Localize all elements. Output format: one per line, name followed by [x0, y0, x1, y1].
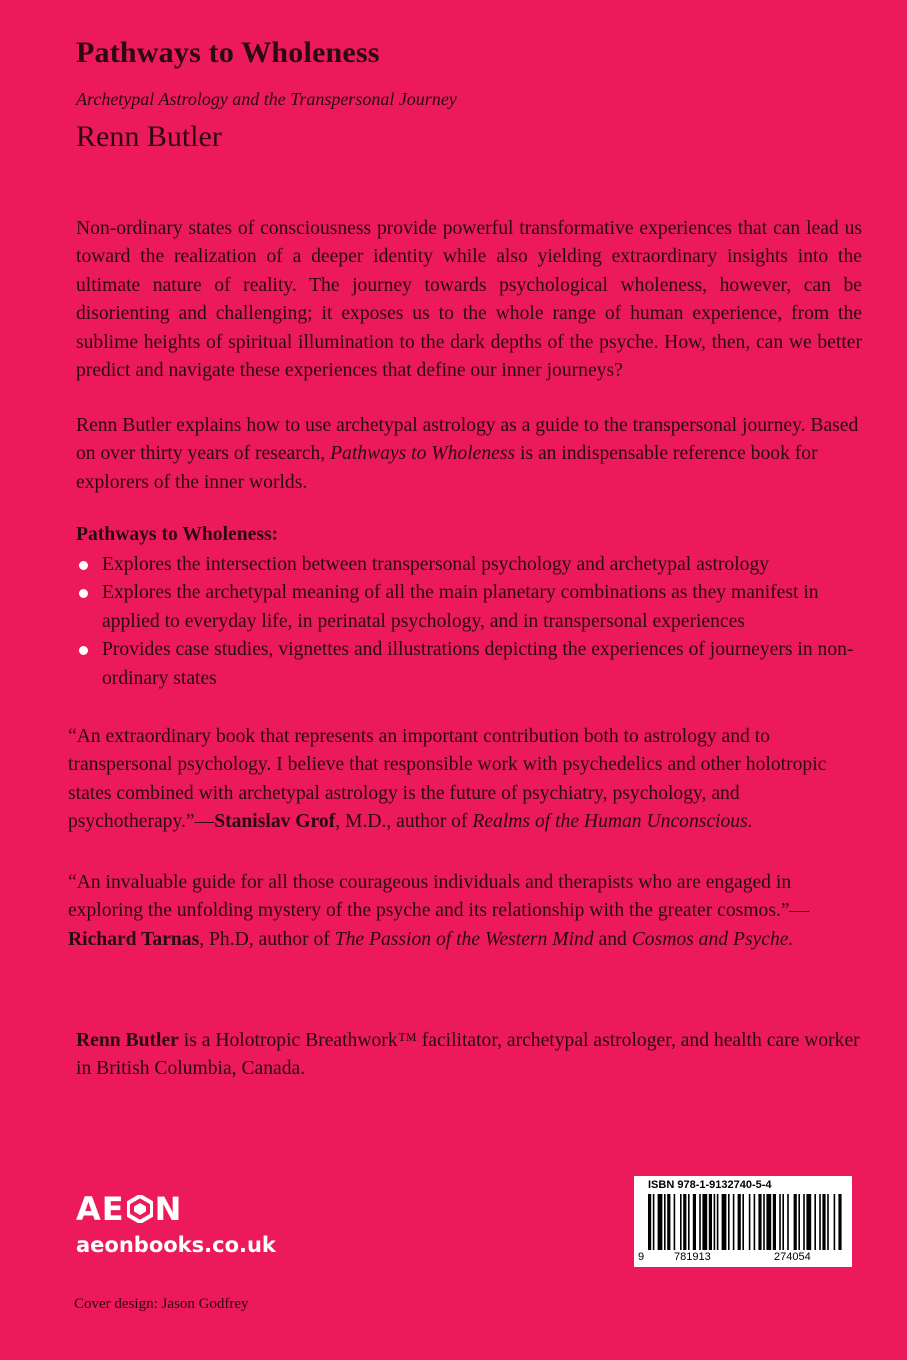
- barcode-bars: [634, 1192, 852, 1254]
- barcode-bar: [674, 1194, 676, 1250]
- isbn-barcode: [634, 1176, 852, 1267]
- hexagon-logo-icon: [127, 1195, 153, 1223]
- barcode-digit-first: 9: [638, 1251, 645, 1263]
- list-item: Explores the archetypal meaning of all the main planetary combinations as they manifest in applied to everyday life, in perinatal psychology, and in transpersonal experiences: [76, 579, 866, 636]
- features-heading: Pathways to Wholeness:: [76, 524, 279, 545]
- bullet-icon: [79, 589, 88, 598]
- barcode-bar: [798, 1194, 800, 1250]
- barcode-bar: [787, 1194, 789, 1250]
- cover-credit: Cover design: Jason Godfrey: [74, 1296, 249, 1312]
- barcode-bar: [819, 1194, 821, 1250]
- barcode-bar: [709, 1194, 712, 1250]
- barcode-bar: [806, 1194, 811, 1250]
- book-subtitle: Archetypal Astrology and the Transpersonal Journey: [76, 89, 457, 109]
- barcode-bar: [838, 1194, 841, 1250]
- barcode-bar: [728, 1194, 730, 1250]
- barcode-bar: [827, 1194, 829, 1250]
- barcode-digits-left: 781913: [674, 1251, 711, 1263]
- barcode-bar: [766, 1194, 771, 1250]
- barcode-digits-right: 274054: [774, 1251, 811, 1263]
- barcode-bar: [758, 1194, 761, 1250]
- list-item: Provides case studies, vignettes and illustrations depicting the experiences of journeyers in non-ordinary states: [76, 636, 866, 693]
- barcode-bar: [803, 1194, 805, 1250]
- endorser-work-2: Cosmos and Psyche.: [631, 928, 794, 950]
- endorsement-tarnas: “An invaluable guide for all those courageous individuals and therapists who are engaged in exploring the unfolding mystery of the psyche and its relationship with the greater cosmos.”—Richard Tarnas, Ph.D, author of The Passion of the Western Mind and Cosmos and Psyche.: [68, 872, 810, 950]
- barcode-bar: [714, 1194, 716, 1250]
- barcode-bar: [680, 1194, 682, 1250]
- bullet-icon: [79, 646, 88, 655]
- barcode-bar: [834, 1194, 836, 1250]
- bullet-icon: [79, 561, 88, 570]
- barcode-bar: [763, 1194, 765, 1250]
- barcode-bar: [782, 1194, 784, 1250]
- endorser-name: Stanislav Grof: [214, 811, 336, 833]
- endorser-work: Realms of the Human Unconscious.: [472, 811, 753, 833]
- book-author: Renn Butler: [76, 120, 222, 153]
- barcode-bar: [749, 1194, 751, 1250]
- barcode-bar: [683, 1194, 686, 1250]
- features-list: [76, 551, 866, 693]
- author-bio: Renn Butler is a Holotropic Breathwork™ facilitator, archetypal astrologer, and health care worker in British Columbia, Canada.: [76, 1030, 860, 1080]
- barcode-bar: [742, 1194, 744, 1250]
- barcode-bar: [722, 1194, 727, 1250]
- barcode-bar: [699, 1194, 701, 1250]
- barcode-bar: [794, 1194, 797, 1250]
- barcode-bar: [717, 1194, 719, 1250]
- barcode-bar: [667, 1194, 670, 1250]
- list-item: Explores the intersection between transpersonal psychology and archetypal astrology: [76, 551, 866, 579]
- explain-paragraph: Renn Butler explains how to use archetypal astrology as a guide to the transpersonal journey. Based on over thirty years of research, Pathways to Wholeness is an indispensable reference book for explorers of the inner worlds.: [76, 415, 859, 493]
- barcode-bar: [733, 1194, 735, 1250]
- title-italic: Pathways to Wholeness: [330, 443, 516, 465]
- barcode-bar: [688, 1194, 690, 1250]
- publisher-logo: AE N: [76, 1190, 183, 1228]
- endorser-name: Richard Tarnas: [68, 928, 200, 950]
- barcode-bar: [773, 1194, 776, 1250]
- barcode-bar: [814, 1194, 816, 1250]
- barcode-bar: [693, 1194, 696, 1250]
- barcode-bar: [754, 1194, 756, 1250]
- barcode-bar: [658, 1194, 663, 1250]
- endorsement-grof: “An extraordinary book that represents an important contribution both to astrology and to transpersonal psychology. I believe that responsible work with psychedelics and other holotropic states combined with archetypal astrology is the future of psychiatry, psychology, and psychotherapy.”—Stanislav Grof, M.D., author of Realms of the Human Unconscious.: [68, 726, 827, 833]
- isbn-text: ISBN 978-1-9132740-5-4: [648, 1179, 772, 1191]
- endorser-work: The Passion of the Western Mind: [334, 928, 594, 950]
- bio-name: Renn Butler: [76, 1030, 179, 1051]
- barcode-bar: [779, 1194, 781, 1250]
- barcode-bar: [653, 1194, 655, 1250]
- intro-paragraph: Non-ordinary states of consciousness provide powerful transformative experiences that can lead us toward the realization of a deeper identity while also yielding extraordinary insights into the ultimate nature of reality. The journey towards psychological wholeness, however, can be disorienting and challenging; it exposes us to the whole range of human experience, from the sublime heights of spiritual illumination to the dark depths of the psyche. How, then, can we better predict and navigate these experiences that define our inner journeys?: [76, 218, 862, 382]
- book-title: Pathways to Wholeness: [76, 36, 380, 69]
- barcode-bar: [664, 1194, 666, 1250]
- publisher-website: aeonbooks.co.uk: [76, 1233, 276, 1257]
- barcode-bar: [738, 1194, 741, 1250]
- barcode-bar: [822, 1194, 825, 1250]
- barcode-bar: [702, 1194, 707, 1250]
- barcode-bar: [648, 1194, 651, 1250]
